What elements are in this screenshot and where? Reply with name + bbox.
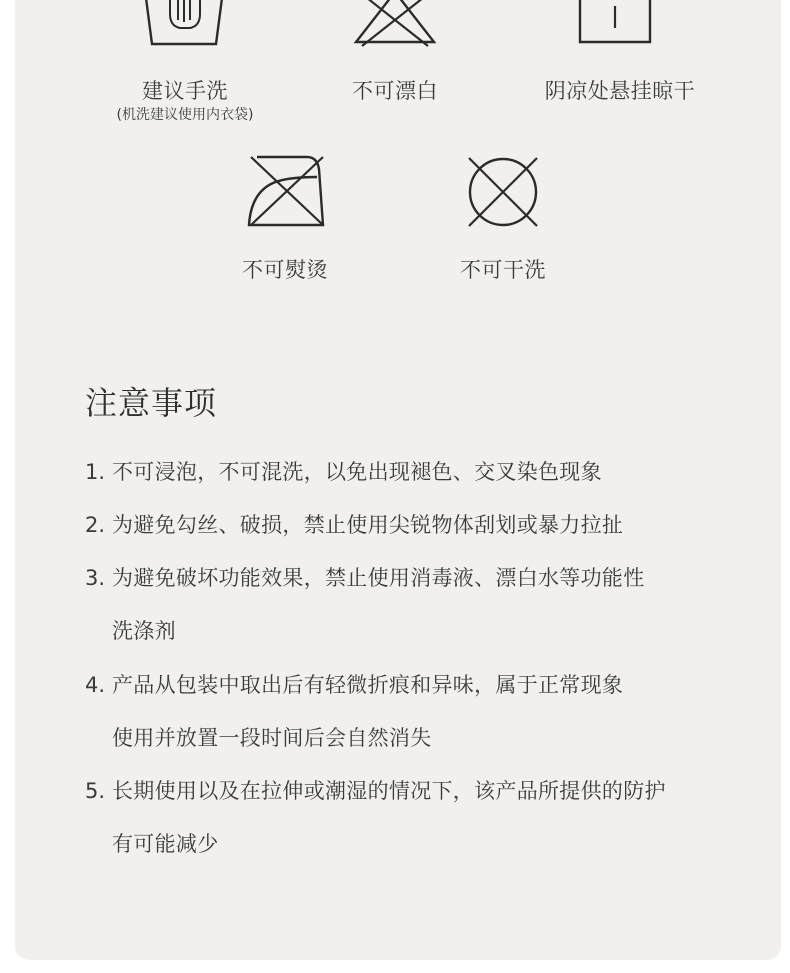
care-label-line-dry: 阴凉处悬挂晾干 (544, 79, 696, 103)
care-label-hand-wash: 建议手洗 (142, 79, 228, 103)
note-text-line: 不可浸泡，不可混洗，以免出现褪色、交叉染色现象 (112, 460, 602, 484)
notes-title: 注意事项 (85, 384, 218, 422)
care-label-no-dry-clean: 不可干洗 (460, 258, 546, 282)
note-number: 4. (85, 673, 106, 697)
care-label-no-bleach: 不可漂白 (352, 79, 438, 103)
care-label-no-iron: 不可熨烫 (242, 258, 328, 282)
line-dry-in-shade-icon (578, 0, 654, 46)
note-number: 2. (85, 513, 106, 537)
no-bleach-icon (354, 0, 436, 46)
note-text-line: 产品从包装中取出后有轻微折痕和异味，属于正常现象 (112, 673, 624, 697)
note-number: 5. (85, 779, 106, 803)
no-dry-clean-icon (466, 155, 540, 229)
note-text-line: 为避免勾丝、破损，禁止使用尖锐物体刮划或暴力拉扯 (112, 513, 624, 537)
note-text-line: 为避免破坏功能效果，禁止使用消毒液、漂白水等功能性 (112, 566, 645, 590)
note-text-line: 使用并放置一段时间后会自然消失 (112, 726, 432, 750)
note-text-line: 洗涤剂 (112, 619, 176, 643)
note-text-line: 长期使用以及在拉伸或潮湿的情况下，该产品所提供的防护 (112, 779, 666, 803)
care-sublabel-hand-wash: (机洗建议使用内衣袋) (116, 107, 254, 123)
no-iron-icon (247, 153, 327, 229)
note-text-line: 有可能减少 (112, 832, 219, 856)
hand-wash-icon (146, 0, 222, 48)
note-number: 1. (85, 460, 106, 484)
note-number: 3. (85, 566, 106, 590)
